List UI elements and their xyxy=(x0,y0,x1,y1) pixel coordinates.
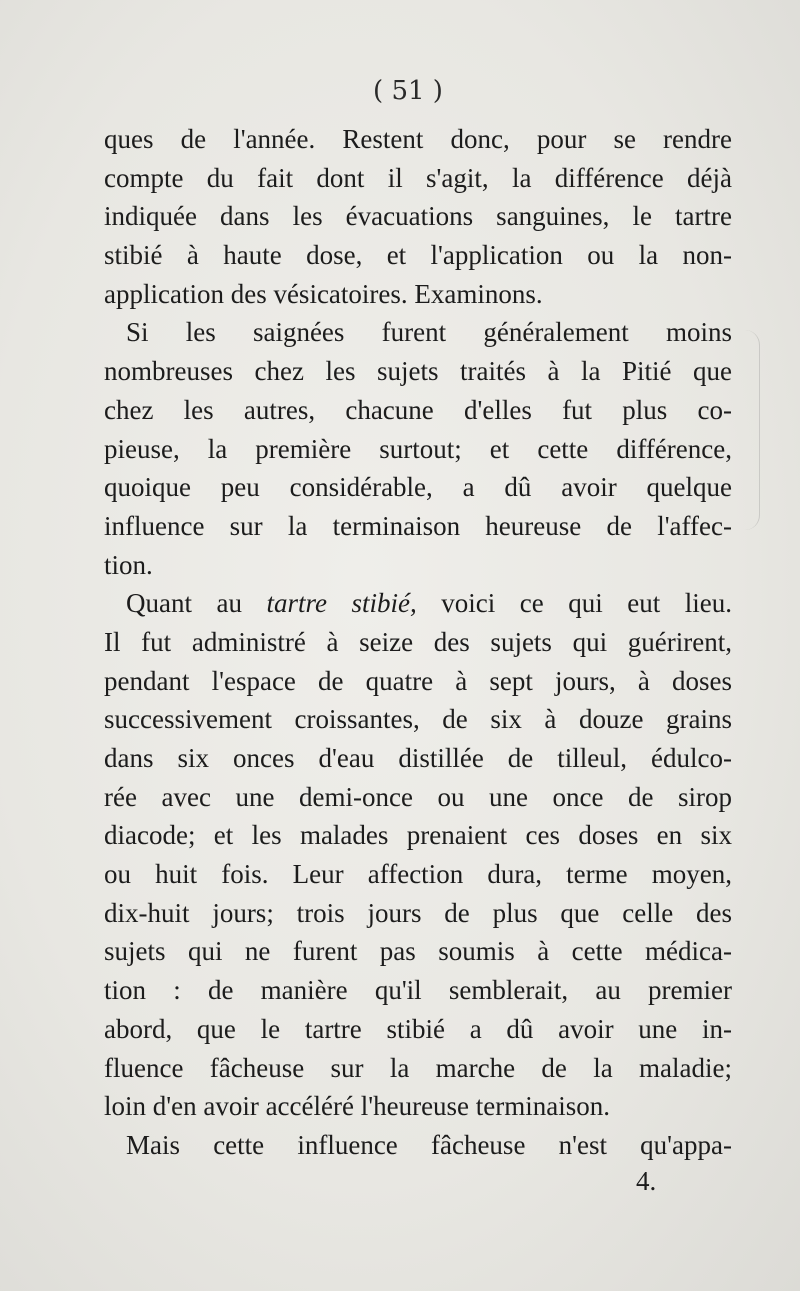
margin-pencil-mark xyxy=(745,330,760,530)
text-line: Il fut administré à seize des sujets qui guérirent, xyxy=(104,626,732,657)
text-line: indiquée dans les évacuations sanguines, le tartre xyxy=(104,201,732,232)
text-line: ou huit fois. Leur affection dura, terme moyen, xyxy=(104,859,732,890)
text-line: dans six onces d'eau distillée de tilleul, édulco- xyxy=(104,743,732,773)
text-fragment: voici ce qui eut lieu. xyxy=(416,588,733,619)
text-line: pendant l'espace de quatre à sept jours, à doses xyxy=(104,665,732,696)
text-line: stibié à haute dose, et l'application ou la non- xyxy=(104,240,732,271)
text-line: application des vésicatoires. Examinons. xyxy=(104,278,543,309)
text-line: tion. xyxy=(104,549,153,580)
signature-mark: 4. xyxy=(636,1166,657,1196)
page-number: ( 51 ) xyxy=(373,76,443,106)
text-line: influence sur la terminaison heureuse de l'affec- xyxy=(104,510,732,541)
text-line: dix-huit jours; trois jours de plus que celle des xyxy=(104,897,732,928)
text-line: abord, que le tartre stibié a dû avoir une in- xyxy=(104,1013,732,1044)
text-line: pieuse, la première surtout; et cette différence, xyxy=(104,433,732,464)
text-line: diacode; et les malades prenaient ces doses en six xyxy=(104,820,732,851)
text-line: nombreuses chez les sujets traités à la Pitié que xyxy=(104,356,732,387)
text-fragment: Quant au xyxy=(126,588,267,619)
text-line-italic-term xyxy=(104,584,732,623)
italic-term: tartre stibié, xyxy=(266,588,417,619)
text-line: compte du fait dont il s'agit, la différence déjà xyxy=(104,162,732,193)
text-line: loin d'en avoir accéléré l'heureuse terminaison. xyxy=(104,1091,611,1122)
text-line: chez les autres, chacune d'elles fut plus co- xyxy=(104,394,732,425)
text-line: ques de l'année. Restent donc, pour se rendre xyxy=(104,124,732,154)
text-line: sujets qui ne furent pas soumis à cette médica- xyxy=(104,936,732,967)
text-line: Mais cette influence fâcheuse n'est qu'appa- xyxy=(126,1129,732,1160)
text-line: tion : de manière qu'il semblerait, au premier xyxy=(104,975,732,1006)
text-line: quoique peu considérable, a dû avoir quelque xyxy=(104,472,732,503)
text-line: successivement croissantes, de six à douze grains xyxy=(104,704,732,735)
text-line: Si les saignées furent généralement moins xyxy=(126,317,732,348)
text-line: rée avec une demi-once ou une once de sirop xyxy=(104,781,732,812)
text-line: fluence fâcheuse sur la marche de la maladie; xyxy=(104,1052,732,1083)
page-body-text xyxy=(104,120,732,1165)
